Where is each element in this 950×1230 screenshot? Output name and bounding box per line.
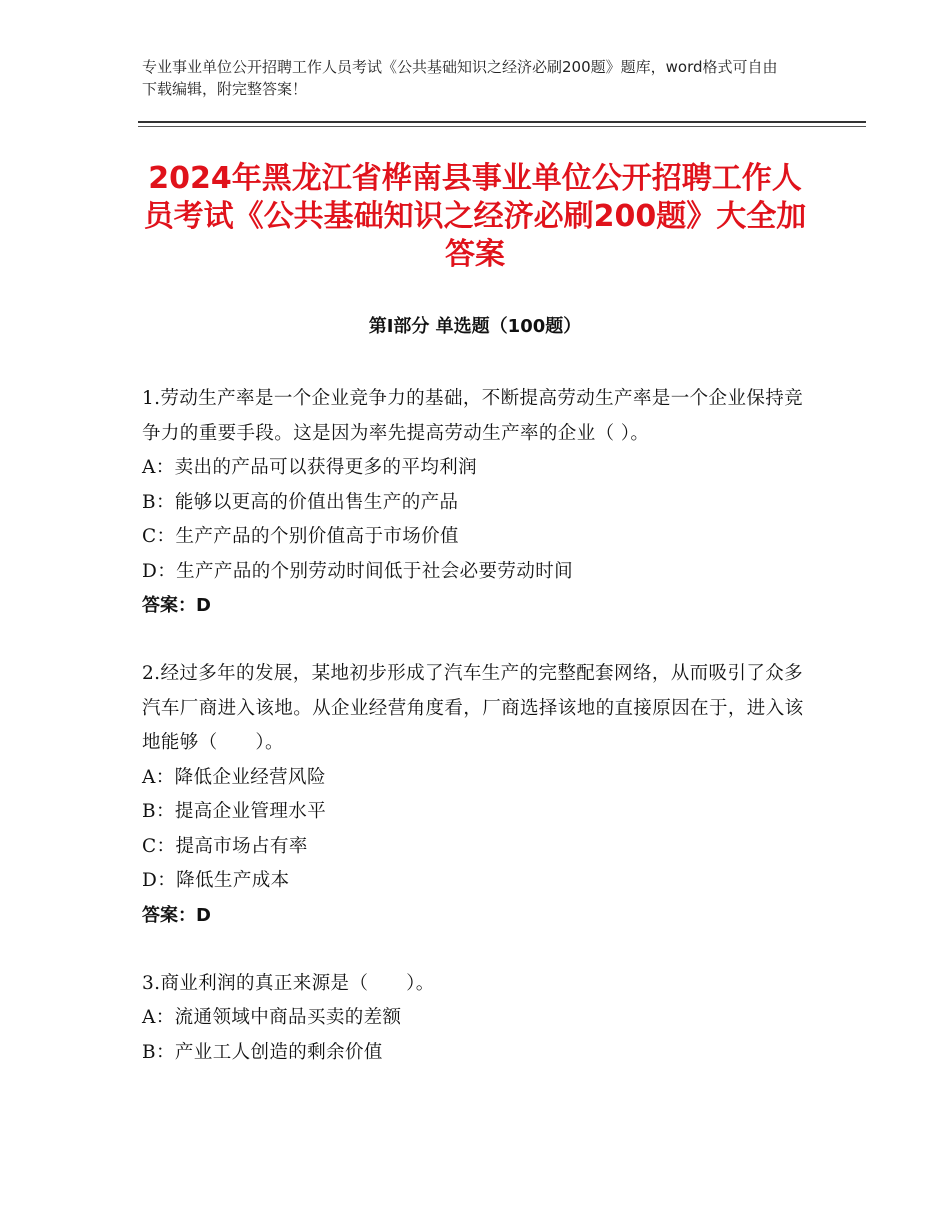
option-b: B：能够以更高的价值出售生产的产品	[142, 491, 459, 513]
question-stem: 1.劳动生产率是一个企业竞争力的基础，不断提高劳动生产率是一个企业保持竞争力的重要手段。这是因为率先提高劳动生产率的企业（ ）。	[142, 388, 804, 444]
option-d: D：降低生产成本	[142, 870, 290, 891]
question-item	[142, 382, 808, 623]
header-divider-thin	[138, 126, 866, 127]
option-b: B：提高企业管理水平	[142, 801, 327, 822]
question-stem: 3.商业利润的真正来源是（ ）。	[142, 972, 435, 994]
header-note: 专业事业单位公开招聘工作人员考试《公共基础知识之经济必刷200题》题库，word格式可自由下载编辑，附完整答案！	[142, 58, 778, 98]
option-d: D：生产产品的个别劳动时间低于社会必要劳动时间	[142, 560, 574, 582]
document-title: 2024年黑龙江省桦南县事业单位公开招聘工作人员考试《公共基础知识之经济必刷200题》大全加答案	[143, 161, 807, 272]
answer-line: 答案：D	[142, 904, 211, 926]
question-stem: 2.经过多年的发展，某地初步形成了汽车生产的完整配套网络，从而吸引了众多汽车厂商进入该地。从企业经营角度看，厂商选择该地的直接原因在于，进入该地能够（ ）。	[142, 663, 804, 753]
option-a: A：卖出的产品可以获得更多的平均利润	[142, 457, 478, 478]
option-a: A：流通领域中商品买卖的差额	[142, 1007, 402, 1028]
section-heading: 第Ⅰ部分 单选题（100题）	[368, 316, 582, 337]
option-c: C：提高市场占有率	[142, 835, 308, 857]
question-list	[142, 382, 808, 1104]
answer-line: 答案：D	[142, 595, 211, 616]
option-a: A：降低企业经营风险	[142, 766, 326, 788]
header-divider	[138, 121, 866, 123]
question-item	[142, 657, 808, 933]
question-item	[142, 967, 808, 1071]
option-b: B：产业工人创造的剩余价值	[142, 1041, 383, 1063]
option-c: C：生产产品的个别价值高于市场价值	[142, 526, 459, 547]
